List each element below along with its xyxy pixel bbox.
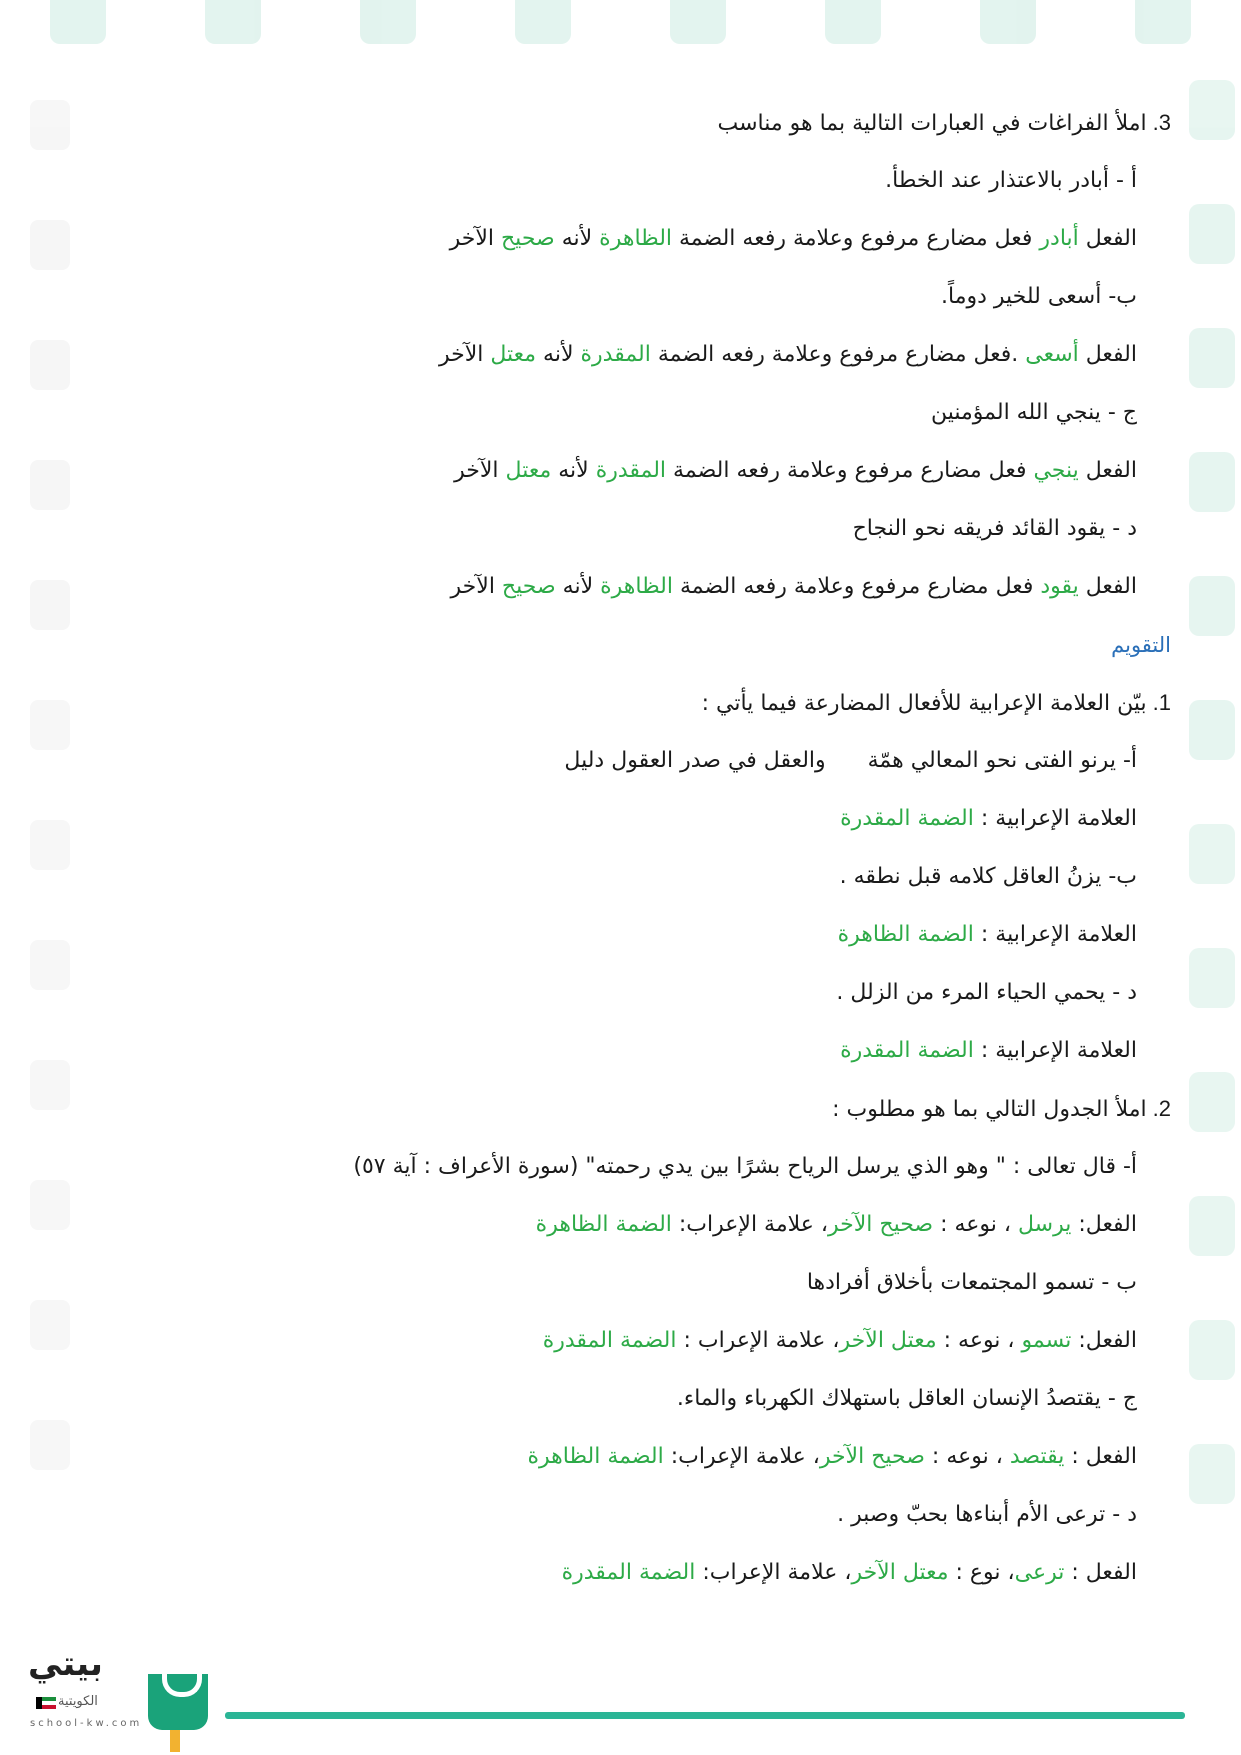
q1-item-a-answer: العلامة الإعرابية : الضمة المقدرة <box>840 806 1137 831</box>
section3-item-c-sentence: ج - ينجي الله المؤمنين <box>930 400 1137 425</box>
q2-item-c-answer: الفعل : يقتصد ، نوعه : صحيح الآخر، علامة الإعراب: الضمة الظاهرة <box>527 1444 1137 1469</box>
logo-mark-icon <box>148 1674 208 1730</box>
section3-item-b-sentence: ب- أسعى للخير دوماً. <box>941 284 1137 309</box>
q2-item-c-sentence: ج - يقتصدُ الإنسان العاقل باستهلاك الكهرباء والماء. <box>676 1386 1137 1411</box>
watermark-side-right <box>1185 80 1235 1504</box>
q2-item-d-sentence: د - ترعى الأم أبناءها بحبّ وصبر . <box>837 1502 1137 1527</box>
q1-item-d-answer: العلامة الإعرابية : الضمة المقدرة <box>840 1038 1137 1063</box>
section3-item-d-sentence: د - يقود القائد فريقه نحو النجاح <box>852 516 1137 541</box>
footer-divider <box>225 1712 1185 1719</box>
evaluation-heading: التقويم <box>1111 633 1171 657</box>
footer-logo <box>28 1644 188 1744</box>
q2-item-d-answer: الفعل : ترعى، نوع : معتل الآخر، علامة الإعراب: الضمة المقدرة <box>561 1560 1137 1585</box>
watermark-logo-icon <box>515 0 571 44</box>
q1-item-b-sentence: ب- يزنُ العاقل كلامه قبل نطقه . <box>839 864 1137 889</box>
logo-text: بيتي <box>28 1644 103 1684</box>
watermark-logo-icon <box>1135 0 1191 44</box>
kuwait-flag-icon <box>36 1697 56 1709</box>
q2-item-b-sentence: ب - تسمو المجتمعات بأخلاق أفرادها <box>806 1270 1137 1295</box>
q1-item-b-answer: العلامة الإعرابية : الضمة الظاهرة <box>837 922 1137 947</box>
section3-item-b-answer: الفعل أسعى .فعل مضارع مرفوع وعلامة رفعه الضمة المقدرة لأنه معتل الآخر <box>438 342 1137 367</box>
q2-item-b-answer: الفعل: تسمو ، نوعه : معتل الآخر، علامة الإعراب : الضمة المقدرة <box>542 1328 1137 1353</box>
q1-item-d-sentence: د - يحمي الحياء المرء من الزلل . <box>836 980 1137 1005</box>
watermark-logo-icon <box>670 0 726 44</box>
logo-country: الكويتية <box>58 1694 98 1709</box>
q2-item-a-sentence: أ- قال تعالى : " وهو الذي يرسل الرياح بشرًا بين يدي رحمته" (سورة الأعراف : آية ٥٧) <box>353 1154 1137 1179</box>
section3-item-a-answer: الفعل أبادر فعل مضارع مرفوع وعلامة رفعه الضمة الظاهرة لأنه صحيح الآخر <box>449 226 1137 251</box>
q2-item-a-answer: الفعل: يرسل ، نوعه : صحيح الآخر، علامة الإعراب: الضمة الظاهرة <box>535 1212 1137 1237</box>
watermark-logo-icon <box>360 0 416 44</box>
watermark-strip <box>0 0 1241 48</box>
logo-url: school-kw.com <box>30 1718 143 1729</box>
watermark-logo-icon <box>205 0 261 44</box>
q1-prompt: 1.بيّن العلامة الإعرابية للأفعال المضارعة فيما يأتي : <box>701 690 1171 716</box>
watermark-logo-icon <box>825 0 881 44</box>
q2-prompt: 2.املأ الجدول التالي بما هو مطلوب : <box>832 1096 1171 1122</box>
watermark-logo-icon <box>980 0 1036 44</box>
q1-item-a-sentence: أ- يرنو الفتى نحو المعالي همّة والعقل في صدر العقول دليل <box>564 748 1137 773</box>
section3-item-c-answer: الفعل ينجي فعل مضارع مرفوع وعلامة رفعه الضمة المقدرة لأنه معتل الآخر <box>454 458 1137 483</box>
section3-prompt: 3.املأ الفراغات في العبارات التالية بما هو مناسب <box>717 110 1171 136</box>
section3-item-a-sentence: أ - أبادر بالاعتذار عند الخطأ. <box>885 168 1137 193</box>
section3-item-d-answer: الفعل يقود فعل مضارع مرفوع وعلامة رفعه الضمة الظاهرة لأنه صحيح الآخر <box>450 574 1137 599</box>
watermark-side-left <box>10 100 70 1470</box>
watermark-logo-icon <box>50 0 106 44</box>
worksheet-content <box>71 100 1171 1608</box>
